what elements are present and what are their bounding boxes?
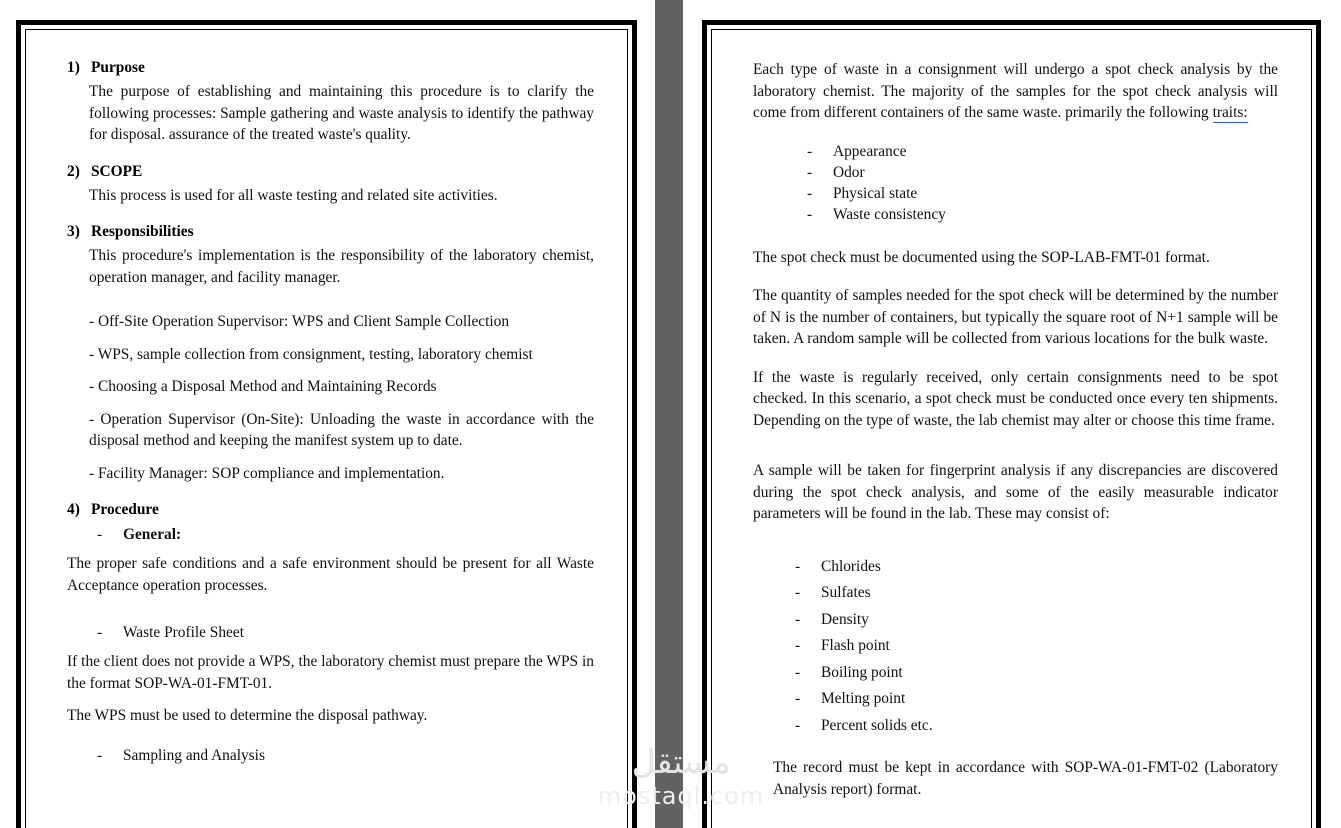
section-body-responsibilities-wrap <box>67 245 594 484</box>
watermark-latin-text: mostaql.com <box>597 781 765 810</box>
body-paragraph: The quantity of samples needed for the spot check will be determined by the number of N is the number of containers, but typically the square root of N+1 sample will be taken. A random sample will be collected from various locations for the bulk waste. <box>753 287 1278 347</box>
parameter-label: Flash point <box>821 637 890 654</box>
procedure-sampling-label-row <box>67 744 594 768</box>
dash-marker: - <box>97 746 103 764</box>
trait-label: Waste consistency <box>833 205 946 223</box>
responsibility-item: - Choosing a Disposal Method and Maintaining Records <box>89 378 437 395</box>
procedure-waste-profile-body-1: If the client does not provide a WPS, the laboratory chemist must prepare the WPS in the format SOP-WA-01-FMT-01. <box>67 653 594 692</box>
parameter-label: Sulfates <box>821 584 871 601</box>
list-item <box>97 621 594 645</box>
page-gutter-shadow <box>655 0 683 828</box>
spacer <box>67 607 594 621</box>
list-item <box>795 554 1278 581</box>
document-page-left <box>16 20 637 828</box>
parameter-label: Melting point <box>821 690 906 707</box>
section-number: 2) <box>67 162 80 180</box>
parameter-label: Boiling point <box>821 663 903 681</box>
dash-marker: - <box>795 557 801 575</box>
spacer <box>753 442 1278 460</box>
list-item <box>97 744 594 768</box>
spacer <box>753 225 1278 247</box>
responsibility-item: - WPS, sample collection from consignment, testing, laboratory chemist <box>89 345 533 363</box>
responsibility-item: - Operation Supervisor (On-Site): Unloading the waste in accordance with the disposal method and keeping the manifest system up to date. <box>89 410 594 449</box>
page-content-left <box>21 25 632 828</box>
trait-label: Physical state <box>833 184 918 202</box>
dash-marker: - <box>807 205 813 223</box>
section-title: SCOPE <box>91 162 143 180</box>
procedure-general-label: General: <box>123 526 182 543</box>
intro-text: Each type of waste in a consignment will undergo a spot check analysis by the laboratory chemist. The majority of the samples for the spot check analysis will come from different containers of the same waste. primarily the following <box>753 61 1278 121</box>
spacer <box>753 536 1278 554</box>
intro-paragraph <box>753 59 1278 124</box>
list-item <box>795 686 1278 713</box>
watermark-arabic-text: مستقل <box>631 741 731 781</box>
section-body-purpose-wrap <box>67 81 594 146</box>
list-item <box>97 523 594 547</box>
dash-marker: - <box>97 526 103 543</box>
dash-marker: - <box>795 584 801 601</box>
spacer <box>753 739 1278 757</box>
list-item <box>795 607 1278 634</box>
traits-list <box>753 141 1278 225</box>
dash-marker: - <box>795 637 801 654</box>
responsibility-item: - Off-Site Operation Supervisor: WPS and Client Sample Collection <box>89 313 510 330</box>
procedure-general-body: The proper safe conditions and a safe environment should be present for all Waste Acceptance operation processes. <box>67 555 594 594</box>
flagged-word: traits: <box>1212 104 1248 121</box>
section-title: Purpose <box>91 59 145 76</box>
procedure-waste-profile-body-2: The WPS must be used to determine the disposal pathway. <box>67 707 428 724</box>
responsibility-item: - Facility Manager: SOP compliance and implementation. <box>89 464 445 482</box>
body-paragraph: If the waste is regularly received, only certain consignments need to be spot checked. In this scenario, a spot check must be conducted once every ten shipments. Depending on the type of waste, the lab chemist may alter or choose this time frame. <box>753 368 1278 429</box>
section-title: Responsibilities <box>91 223 194 240</box>
spacer <box>89 299 594 311</box>
section-number: 3) <box>67 223 80 240</box>
dash-marker: - <box>795 690 801 707</box>
section-heading-responsibilities <box>67 223 594 241</box>
procedure-waste-profile-label-row <box>67 621 594 645</box>
trait-label: Appearance <box>833 142 907 160</box>
dash-marker: - <box>795 663 801 681</box>
dash-marker: - <box>807 142 813 160</box>
list-item <box>807 204 1278 225</box>
dash-marker: - <box>807 184 813 202</box>
list-item <box>807 183 1278 204</box>
section-heading-purpose <box>67 59 594 77</box>
closing-paragraph-wrap <box>753 757 1278 800</box>
parameter-label: Chlorides <box>821 557 881 575</box>
procedure-waste-profile-label: Waste Profile Sheet <box>123 624 244 641</box>
page-content-right <box>707 25 1316 828</box>
dash-marker: - <box>97 624 103 641</box>
section-heading-procedure <box>67 501 594 519</box>
section-number: 4) <box>67 501 80 518</box>
closing-paragraph: The record must be kept in accordance with SOP-WA-01-FMT-02 (Laboratory Analysis report) format. <box>773 759 1278 798</box>
list-item <box>795 633 1278 660</box>
list-item <box>795 580 1278 607</box>
section-title: Procedure <box>91 501 159 518</box>
indicator-parameters-list <box>753 554 1278 740</box>
section-number: 1) <box>67 59 80 76</box>
list-item <box>807 141 1278 162</box>
parameter-label: Percent solids etc. <box>821 716 933 734</box>
list-item <box>795 660 1278 687</box>
section-body-scope: This process is used for all waste testing and related site activities. <box>89 186 498 204</box>
document-page-right <box>702 20 1321 828</box>
dash-marker: - <box>795 716 801 734</box>
section-body-responsibilities: This procedure's implementation is the responsibility of the laboratory chemist, operation manager, and facility manager. <box>89 247 594 286</box>
list-item <box>795 713 1278 740</box>
list-item <box>807 162 1278 183</box>
section-body-scope-wrap <box>67 185 594 207</box>
dash-marker: - <box>807 163 813 181</box>
section-heading-scope <box>67 163 594 181</box>
parameter-label: Density <box>821 610 869 628</box>
section-body-purpose: The purpose of establishing and maintaining this procedure is to clarify the following processes: Sample gathering and waste analysis to identify the pathway for disposal. assurance of the treated waste's quality. <box>89 83 594 143</box>
body-paragraph: A sample will be taken for fingerprint analysis if any discrepancies are discovered during the spot check analysis, and some of the easily measurable indicator parameters will be found in the lab. These may consist of: <box>753 462 1278 522</box>
procedure-sampling-label: Sampling and Analysis <box>123 746 265 764</box>
procedure-general-label-row <box>67 523 594 547</box>
body-paragraph: The spot check must be documented using the SOP-LAB-FMT-01 format. <box>753 248 1210 266</box>
dash-marker: - <box>795 610 801 628</box>
trait-label: Odor <box>833 163 865 181</box>
